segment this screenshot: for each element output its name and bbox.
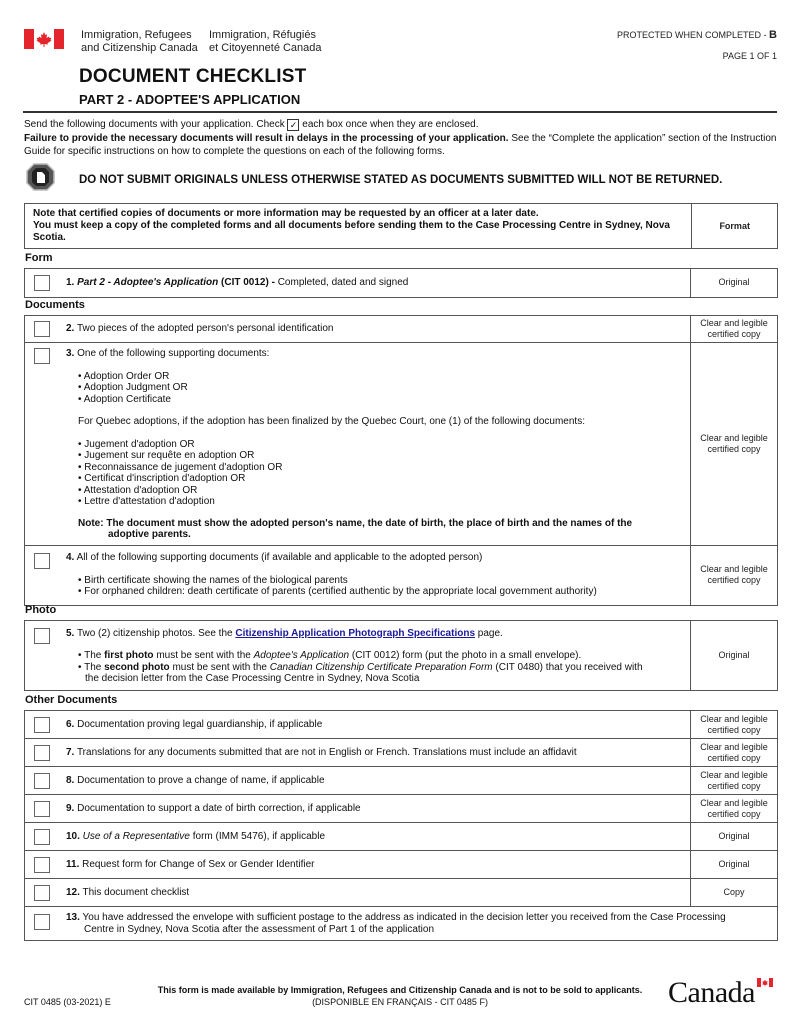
item-description: Two (2) citizenship photos. See the bbox=[74, 627, 236, 639]
checkmark-box-icon: ✓ bbox=[287, 119, 299, 131]
item-format bbox=[691, 711, 778, 739]
item-description-end: page. bbox=[475, 627, 503, 639]
list-item: • Birth certificate showing the names of the biological parents bbox=[78, 574, 348, 586]
format-line1: Clear and legible bbox=[700, 741, 768, 752]
item-number: 9. bbox=[66, 802, 75, 814]
item-cell bbox=[25, 907, 778, 941]
item-1-checkbox[interactable] bbox=[34, 275, 50, 291]
protected-label bbox=[617, 29, 777, 41]
format-line1: Clear and legible bbox=[700, 564, 768, 574]
item-cell bbox=[25, 851, 691, 879]
list-item: • Attestation d'adoption OR bbox=[78, 484, 198, 496]
item-number: 5. bbox=[66, 627, 75, 639]
adoption-document-list bbox=[78, 371, 682, 541]
intro-failure-notice bbox=[24, 132, 779, 158]
page-subtitle: PART 2 - ADOPTEE'S APPLICATION bbox=[79, 92, 301, 107]
checklist-row-4 bbox=[25, 545, 778, 605]
item-cell bbox=[25, 795, 691, 823]
form-code: CIT 0485 (03-2021) E bbox=[24, 997, 111, 1007]
checklist-row-1 bbox=[25, 269, 778, 298]
item-2-checkbox[interactable] bbox=[34, 321, 50, 337]
format-line1: Clear and legible bbox=[700, 713, 768, 724]
checklist-row-8 bbox=[25, 767, 778, 795]
item-5-checkbox[interactable] bbox=[34, 628, 50, 644]
list-item: • Jugement d'adoption OR bbox=[78, 438, 195, 450]
item-12-checkbox[interactable] bbox=[34, 885, 50, 901]
format-line2: certified copy bbox=[707, 808, 761, 819]
intro-text-post: each box once when they are enclosed. bbox=[299, 119, 479, 130]
checklist-row-2 bbox=[25, 316, 778, 343]
item-cell bbox=[25, 545, 691, 605]
quebec-adoption-note: For Quebec adoptions, if the adoption has been finalized by the Quebec Court, one (1) of the following documents: bbox=[78, 416, 585, 427]
documents-table bbox=[24, 315, 778, 606]
dept-fr-line2: et Citoyenneté Canada bbox=[209, 42, 322, 54]
department-name-english bbox=[81, 29, 198, 55]
bullet-text: (CIT 0012) form (put the photo in a small envelope). bbox=[349, 650, 582, 661]
format-header: Format bbox=[692, 204, 778, 249]
instruction-guide-reference: See the “Complete the application” section of the Instruction Guide for specific instructions on how to complete the questions on each of the following forms. bbox=[24, 133, 777, 157]
bullet-form-title: Canadian Citizenship Certificate Preparation Form bbox=[269, 661, 493, 673]
format-line1: Clear and legible bbox=[700, 769, 768, 780]
item-number: 2. bbox=[66, 323, 75, 335]
second-photo-bullet bbox=[78, 662, 682, 674]
document-requirement-note bbox=[78, 518, 682, 541]
item-cell bbox=[25, 316, 691, 343]
checklist-row-12 bbox=[25, 879, 778, 907]
bullet-continuation: the decision letter from the Case Processing Centre in Sydney, Nova Scotia bbox=[85, 673, 420, 684]
item-cell bbox=[25, 879, 691, 907]
checklist-row-9 bbox=[25, 795, 778, 823]
item-description: Two pieces of the adopted person's personal identification bbox=[74, 323, 334, 335]
bullet-bold: first photo bbox=[104, 650, 154, 661]
format-line2: certified copy bbox=[707, 575, 761, 585]
checklist-row-3 bbox=[25, 343, 778, 546]
section-heading-other-documents: Other Documents bbox=[25, 694, 118, 706]
originals-warning: DO NOT SUBMIT ORIGINALS UNLESS OTHERWISE STATED AS DOCUMENTS SUBMITTED WILL NOT BE RETURNED. bbox=[79, 174, 723, 186]
department-name-french bbox=[209, 29, 322, 55]
checklist-row-7 bbox=[25, 739, 778, 767]
item-10-checkbox[interactable] bbox=[34, 829, 50, 845]
item-number: 13. bbox=[66, 912, 80, 923]
item-form-title: Part 2 - Adoptee's Application bbox=[77, 277, 219, 288]
section-heading-photo: Photo bbox=[25, 604, 57, 616]
format-line2: certified copy bbox=[707, 780, 761, 791]
item-description: Documentation to support a date of birth correction, if applicable bbox=[74, 802, 361, 814]
item-description: form (IMM 5476), if applicable bbox=[189, 830, 326, 842]
format-line1: Clear and legible bbox=[700, 318, 768, 328]
canada-wordmark-flag-icon bbox=[757, 978, 773, 987]
list-item: • Adoption Order OR bbox=[78, 370, 170, 382]
notice-certified-copies: Note that certified copies of documents or more information may be requested by an officer at a later date. bbox=[33, 208, 539, 219]
list-item: • For orphaned children: death certificate of parents (certified authentic by the appropriate local government authority) bbox=[78, 586, 597, 598]
intro-instruction bbox=[24, 118, 779, 131]
item-format: Original bbox=[691, 269, 778, 298]
item-format: Original bbox=[691, 621, 778, 691]
stop-warning-icon bbox=[23, 163, 58, 191]
item-cell bbox=[25, 823, 691, 851]
item-number: 4. bbox=[66, 552, 75, 564]
item-format bbox=[691, 545, 778, 605]
item-4-checkbox[interactable] bbox=[34, 553, 50, 569]
bullet-text: • The bbox=[78, 650, 105, 661]
notice-keep-copy: You must keep a copy of the completed forms and all documents before sending them to the Case Processing Centre in Sydney, Nova Scotia. bbox=[33, 220, 670, 243]
item-9-checkbox[interactable] bbox=[34, 801, 50, 817]
checklist-row-13 bbox=[25, 907, 778, 941]
item-description: Completed, dated and signed bbox=[274, 277, 409, 288]
bullet-bold: second photo bbox=[104, 661, 170, 673]
item-description: Documentation to prove a change of name, if applicable bbox=[74, 774, 325, 786]
item-format bbox=[691, 767, 778, 795]
item-format bbox=[691, 739, 778, 767]
dept-en-line2: and Citizenship Canada bbox=[81, 42, 198, 54]
format-line2: certified copy bbox=[707, 443, 761, 454]
item-number: 12. bbox=[66, 886, 80, 898]
item-cell bbox=[25, 621, 691, 691]
item-format: Original bbox=[691, 823, 778, 851]
bullet-form-title: Adoptee's Application bbox=[253, 650, 350, 661]
format-line2: certified copy bbox=[707, 329, 761, 339]
item-description: All of the following supporting documents (if available and applicable to the adopted person) bbox=[74, 552, 483, 564]
item-cell bbox=[25, 711, 691, 739]
canada-wordmark: Canada bbox=[668, 976, 755, 1009]
item-number: 7. bbox=[66, 746, 75, 758]
item-cell bbox=[25, 767, 691, 795]
list-item: • Jugement sur requête en adoption OR bbox=[78, 450, 255, 461]
item-description: You have addressed the envelope with sufficient postage to the address as indicated in the decision letter you received from the Case Processing bbox=[79, 912, 726, 923]
first-photo-bullet bbox=[78, 650, 682, 662]
item-7-checkbox[interactable] bbox=[34, 745, 50, 761]
checklist-row-6 bbox=[25, 711, 778, 739]
item-description: One of the following supporting documents: bbox=[74, 348, 270, 359]
format-line1: Clear and legible bbox=[700, 432, 768, 443]
item-description-continued: Centre in Sydney, Nova Scotia after the assessment of Part 1 of the application bbox=[84, 923, 435, 935]
bullet-text: • The bbox=[78, 661, 105, 673]
item-form-code: (CIT 0012) - bbox=[218, 277, 275, 288]
section-heading-documents: Documents bbox=[25, 299, 85, 311]
checklist-row-5 bbox=[25, 621, 778, 691]
photo-specifications-link[interactable]: Citizenship Application Photograph Specifications bbox=[235, 627, 476, 639]
protected-level: B bbox=[769, 29, 777, 41]
dept-fr-line1: Immigration, Réfugiés bbox=[209, 29, 316, 41]
failure-warning: Failure to provide the necessary documents will result in delays in the processing of your application. bbox=[24, 133, 509, 144]
item-number: 6. bbox=[66, 718, 75, 730]
item-format bbox=[691, 316, 778, 343]
item-13-checkbox[interactable] bbox=[34, 914, 50, 930]
bullet-text: (CIT 0480) that you received with bbox=[492, 661, 643, 673]
item-number: 1. bbox=[66, 277, 75, 288]
page-title: DOCUMENT CHECKLIST bbox=[79, 66, 307, 87]
item-11-checkbox[interactable] bbox=[34, 857, 50, 873]
item-format bbox=[691, 795, 778, 823]
bullet-text: must be sent with the bbox=[169, 661, 270, 673]
canada-flag-icon bbox=[24, 29, 64, 49]
intro-text-pre: Send the following documents with your application. Check bbox=[24, 119, 288, 130]
list-item: • Reconnaissance de jugement d'adoption OR bbox=[78, 461, 283, 473]
form-table bbox=[24, 268, 778, 298]
item-format: Copy bbox=[691, 879, 778, 907]
list-item: • Adoption Certificate bbox=[78, 393, 171, 405]
section-heading-form: Form bbox=[25, 252, 53, 264]
note-line2: adoptive parents. bbox=[108, 529, 191, 540]
item-description: This document checklist bbox=[79, 886, 190, 898]
item-format: Original bbox=[691, 851, 778, 879]
format-line2: certified copy bbox=[707, 724, 761, 735]
list-item: • Certificat d'inscription d'adoption OR bbox=[78, 473, 246, 484]
note-line1: Note: The document must show the adopted person's name, the date of birth, the place of birth and the names of the bbox=[78, 517, 633, 529]
header-divider bbox=[23, 111, 777, 113]
other-documents-table bbox=[24, 710, 778, 941]
notice-table bbox=[24, 203, 778, 249]
item-3-checkbox[interactable] bbox=[34, 348, 50, 364]
checklist-row-10 bbox=[25, 823, 778, 851]
item-8-checkbox[interactable] bbox=[34, 773, 50, 789]
footer-notice bbox=[150, 984, 650, 1008]
dept-en-line1: Immigration, Refugees bbox=[81, 29, 192, 41]
page-number: PAGE 1 OF 1 bbox=[722, 51, 777, 61]
bullet-text: must be sent with the bbox=[153, 650, 254, 661]
checklist-row-11 bbox=[25, 851, 778, 879]
item-6-checkbox[interactable] bbox=[34, 717, 50, 733]
item-description: Documentation proving legal guardianship, if applicable bbox=[74, 718, 323, 730]
list-item: • Lettre d'attestation d'adoption bbox=[78, 496, 215, 507]
photo-table bbox=[24, 620, 778, 691]
item-cell bbox=[25, 739, 691, 767]
item-format bbox=[691, 343, 778, 546]
item-description: Request form for Change of Sex or Gender Identifier bbox=[79, 858, 315, 870]
format-line2: certified copy bbox=[707, 752, 761, 763]
not-for-sale-notice: This form is made available by Immigration, Refugees and Citizenship Canada and is not to be sold to applicants. bbox=[157, 985, 643, 995]
protected-text: PROTECTED WHEN COMPLETED - bbox=[617, 30, 770, 40]
item-description: Translations for any documents submitted that are not in English or French. Translations must include an affidavit bbox=[74, 746, 577, 758]
item-form-title: Use of a Representative bbox=[79, 830, 190, 842]
format-line1: Clear and legible bbox=[700, 797, 768, 808]
notice-cell bbox=[25, 204, 692, 249]
item-number: 11. bbox=[66, 858, 80, 870]
list-item: • Adoption Judgment OR bbox=[78, 382, 188, 393]
item-cell bbox=[25, 269, 691, 298]
item-number: 3. bbox=[66, 348, 75, 359]
french-availability: (DISPONIBLE EN FRANÇAIS - CIT 0485 F) bbox=[312, 997, 488, 1007]
item-number: 10. bbox=[66, 830, 80, 842]
item-number: 8. bbox=[66, 774, 75, 786]
item-cell bbox=[25, 343, 691, 546]
